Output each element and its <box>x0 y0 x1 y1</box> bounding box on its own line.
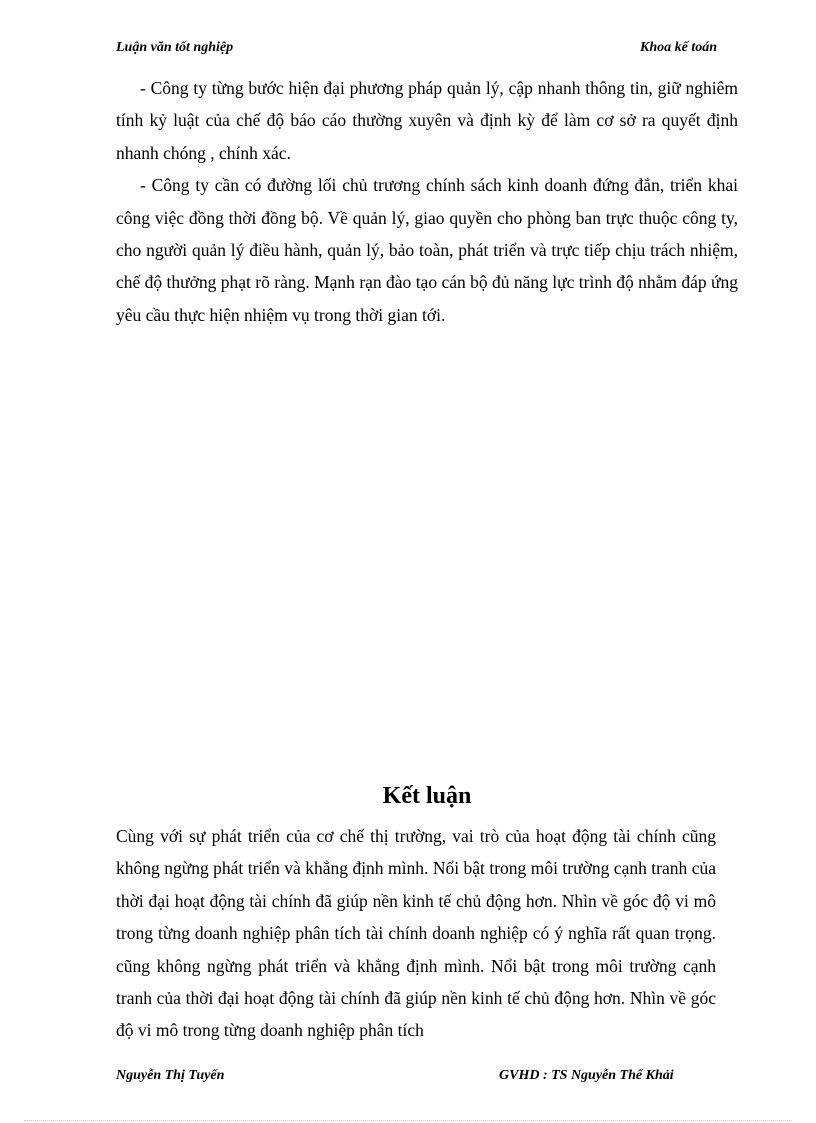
footer-author: Nguyễn Thị Tuyến <box>116 1068 225 1083</box>
paragraph: - Công ty từng bước hiện đại phương pháp quản lý, cập nhanh thông tin, giữ nghiêm tính kỷ luật của chế độ báo cáo thường xuyên và định kỳ để làm cơ sở ra quyết định nhanh chóng , chính xác. <box>116 78 738 163</box>
conclusion-title: Kết luận <box>382 783 472 809</box>
conclusion-paragraph: Cùng với sự phát triển của cơ chế thị trường, vai trò của hoạt động tài chính cũng không ngừng phát triển và khẳng định mình. Nổi bật trong môi trường cạnh tranh của thời đại hoạt động tài chính đã giúp nền kinh tế chủ động hơn. Nhìn về góc độ vi mô trong từng doanh nghiệp phân tích tài chính doanh nghiệp có ý nghĩa rất quan trọng. cũng không ngừng phát triển và khẳng định mình. Nổi bật trong môi trường cạnh tranh của thời đại hoạt động tài chính đã giúp nền kinh tế chủ động hơn. Nhìn về góc độ vi mô trong từng doanh nghiệp phân tích <box>116 826 716 1041</box>
recommendations-section <box>116 72 738 331</box>
page-bottom-divider <box>24 1120 792 1121</box>
header-title-right: Khoa kế toán <box>640 40 718 55</box>
footer-supervisor: GVHD : TS Nguyễn Thế Khải <box>499 1068 674 1083</box>
conclusion-section <box>116 820 738 1047</box>
paragraph: - Công ty cần có đường lối chủ trương chính sách kinh doanh đứng đắn, triển khai công việc đồng thời đồng bộ. Về quản lý, giao quyền cho phòng ban trực thuộc công ty, cho người quản lý điều hành, quản lý, bảo toàn, phát triển và trực tiếp chịu trách nhiệm, chế độ thưởng phạt rõ ràng. Mạnh rạn đào tạo cán bộ đủ năng lực trình độ nhằm đáp ứng yêu cầu thực hiện nhiệm vụ trong thời gian tới. <box>116 175 738 325</box>
header-title-left: Luận văn tốt nghiệp <box>116 40 234 55</box>
